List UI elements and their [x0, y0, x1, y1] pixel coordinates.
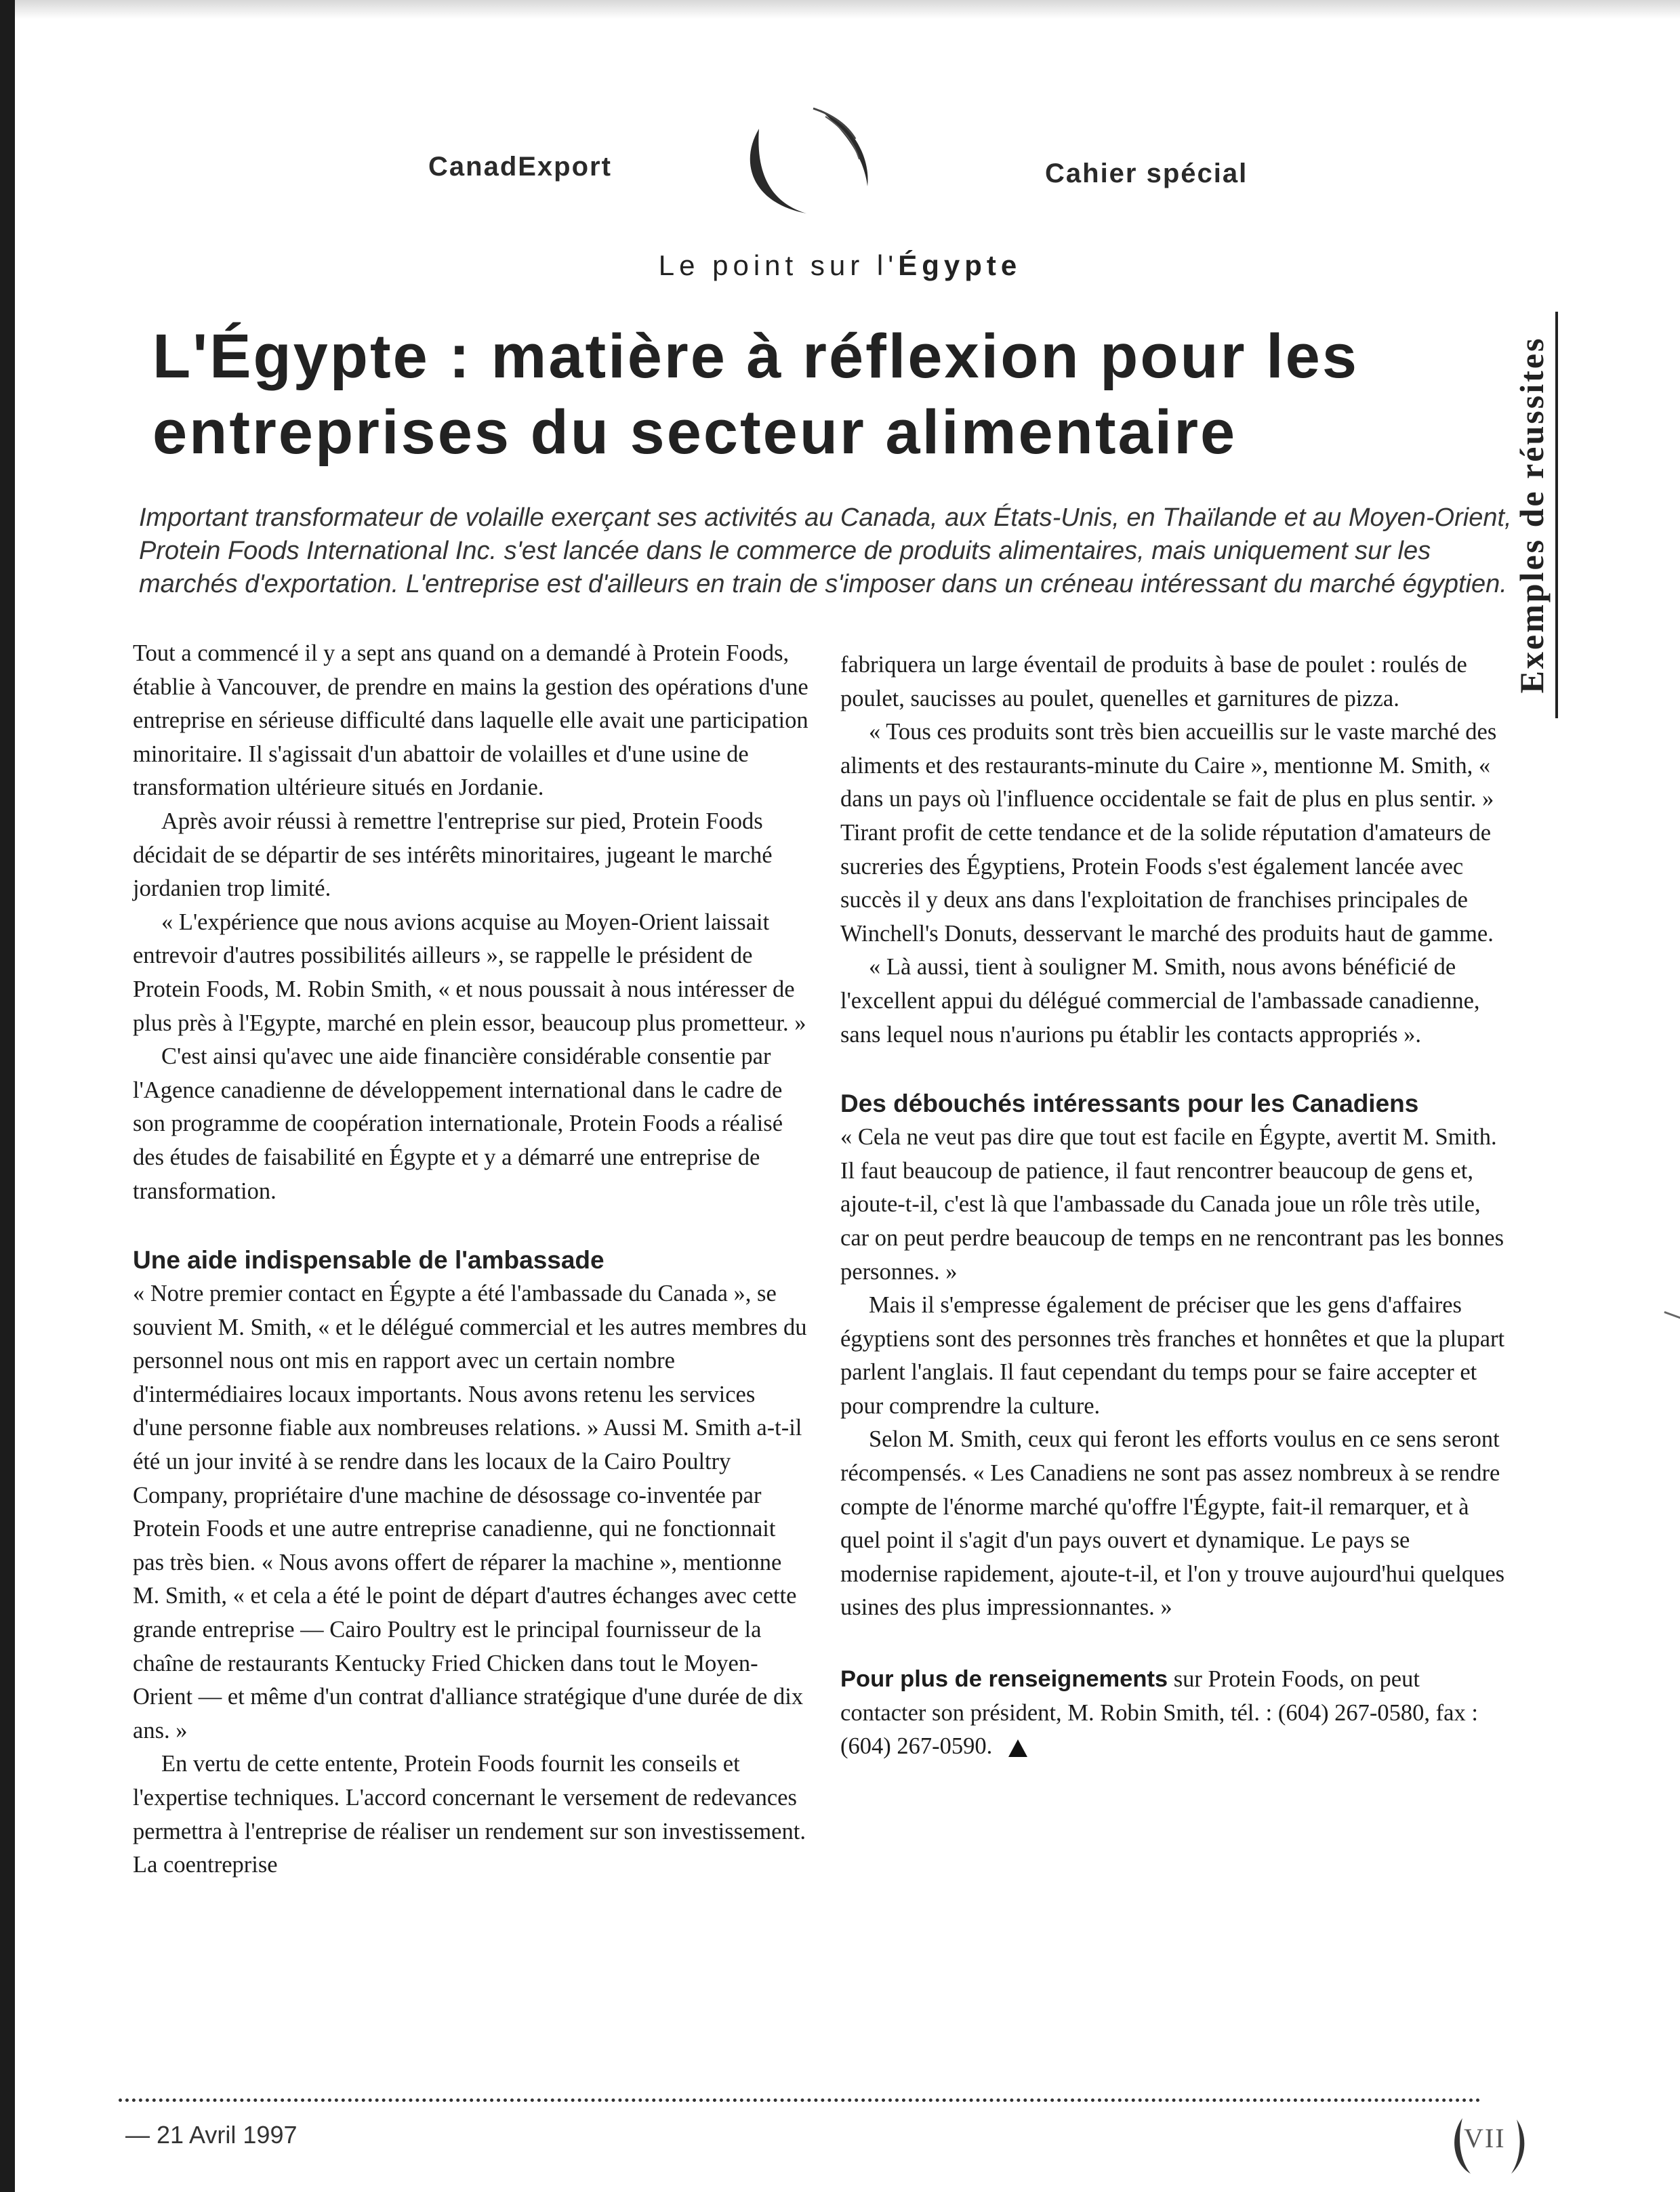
left-subheading: Une aide indispensable de l'ambassade	[133, 1246, 605, 1275]
spacer	[840, 1625, 1508, 1663]
kicker-country: Égypte	[898, 249, 1022, 281]
contact-text: sur Protein Foods, on peut contacter son président, M. Robin Smith, tél. : (604) 267-0580, fax : (604) 267-0590.	[840, 1666, 1478, 1760]
kicker	[0, 249, 1680, 282]
spacer	[133, 1208, 811, 1243]
lead-text: Important transformateur de volaille exerçant ses activités au Canada, aux États-Unis, en Thaïlande et au Moyen-Orient, Protein Foods International Inc. s'est lancée dans le commerce de produits alimentaires, mais uniquement sur les marchés d'exportation. L'entreprise est d'ailleurs en train de s'imposer dans un créneau intéressant du marché égyptien.	[139, 503, 1512, 598]
side-tab-label: Exemples de réussites	[1513, 336, 1551, 694]
section-name: Cahier spécial	[1045, 159, 1248, 188]
left-paragraph: « Notre premier contact en Égypte a été l'ambassade du Canada », se souvient M. Smith, « et le délégué commercial et les autres membres du personnel nous ont mis en rapport avec un certain nombre d'intermédiaires locaux importants. Nous avons retenu les services d'une personne fiable aux nombreuses relations. » Aussi M. Smith a-t-il été un jour invité à se rendre dans les locaux de la Cairo Poultry Company, propriétaire d'une machine de désossage co-inventée par Protein Foods et une autre entreprise canadienne, qui ne fonctionnait pas très bien. « Nous avons offert de réparer la machine », mentionne M. Smith, « et cela a été le point de départ d'autres échanges avec cette grande entreprise — Cairo Poultry est le principal fournisseur de la chaîne de restaurants Kentucky Fried Chicken dans tout le Moyen-Orient — et même d'un contrat d'alliance stratégique d'une durée de dix ans. »	[133, 1281, 807, 1743]
page-number: VII	[1464, 2123, 1506, 2153]
left-paragraph: C'est ainsi qu'avec une aide financière considérable consentie par l'Agence canadienne de développement international dans le cadre de son programme de coopération internationale, Protein Foods a réalisé des études de faisabilité en Égypte et y a démarré une entreprise de transformation.	[133, 1043, 783, 1204]
side-tab	[1508, 312, 1558, 718]
article-title: L'Égypte : matière à réflexion pour les entreprises du secteur alimentaire	[152, 322, 1359, 467]
left-paragraph: « L'expérience que nous avions acquise au Moyen-Orient laissait entrevoir d'autres possibilités ailleurs », se rappelle le président de Protein Foods, M. Robin Smith, « et nous poussait à nous intéresser de plus près à l'Egypte, marché en plein essor, beaucoup plus prometteur. »	[133, 909, 806, 1036]
contact-info	[840, 1663, 1508, 1764]
right-paragraph: « Cela ne veut pas dire que tout est facile en Égypte, avertit M. Smith. Il faut beaucoup de patience, il faut rencontrer beaucoup de gens et, ajoute-t-il, c'est là que l'ambassade du Canada joue un rôle très utile, car on peut perdre beaucoup de temps en ne rencontrant pas les bonnes personnes. »	[840, 1124, 1504, 1285]
right-column	[840, 648, 1508, 1764]
spacer	[840, 1052, 1508, 1087]
right-paragraph: fabriquera un large éventail de produits à base de poulet : roulés de poulet, saucisses au poulet, quenelles et garnitures de pizza.	[840, 652, 1467, 711]
lead-paragraph	[139, 501, 1515, 601]
publication-name: CanadExport	[428, 152, 612, 182]
page-number-badge	[1443, 2106, 1538, 2180]
right-paragraph: « Là aussi, tient à souligner M. Smith, nous avons bénéficié de l'excellent appui du délégué commercial de l'ambassade canadienne, sans lequel nous n'aurions pu établir les contacts appropriés ».	[840, 954, 1480, 1048]
kicker-prefix: Le point sur l'	[658, 249, 899, 281]
right-subheading: Des débouchés intéressants pour les Canadiens	[840, 1090, 1419, 1118]
right-paragraph: « Tous ces produits sont très bien accueillis sur le vaste marché des aliments et des restaurants-minute du Caire », mentionne M. Smith, « dans un pays où l'influence occidentale se fait de plus en plus sentir. » Tirant profit de cette tendance et de la solide réputation d'amateurs de sucreries des Égyptiens, Protein Foods s'est également lancée avec succès il y deux ans dans l'exploitation de franchises principales de Winchell's Donuts, desservant le marché des produits haut de gamme.	[840, 719, 1497, 947]
scan-top-shadow	[15, 0, 1680, 19]
crescent-logo-icon	[732, 102, 895, 237]
scan-mark	[1664, 1311, 1680, 1320]
right-paragraph: Selon M. Smith, ceux qui feront les efforts voulus en ce sens seront récompensés. « Les Canadiens ne sont pas assez nombreux à se rendre compte de l'énorme marché qu'offre l'Égypte, fait-il remarquer, et à quel point il s'agit d'un pays ouvert et dynamique. Le pays se modernise rapidement, ajoute-t-il, et l'on y trouve aujourd'hui quelques usines des plus impressionnantes. »	[840, 1426, 1505, 1621]
right-paragraph: Mais il s'empresse également de préciser que les gens d'affaires égyptiens sont des personnes très franches et honnêtes et que la plupart parlent l'anglais. Il faut cependant du temps pour se faire accepter et pour comprendre la culture.	[840, 1292, 1505, 1419]
contact-bold: Pour plus de renseignements	[840, 1666, 1168, 1693]
end-of-article-triangle-icon	[1008, 1739, 1027, 1757]
scan-binding-edge	[0, 0, 15, 2192]
left-paragraph: En vertu de cette entente, Protein Foods fournit les conseils et l'expertise techniques. L'accord concernant le versement de redevances permettra à l'entreprise de réaliser un rendement sur son investissement. La coentreprise	[133, 1751, 806, 1878]
footer-rule	[119, 2098, 1481, 2102]
left-paragraph: Tout a commencé il y a sept ans quand on a demandé à Protein Foods, établie à Vancouver, de prendre en mains la gestion des opérations d'une entreprise en sérieuse difficulté dans laquelle elle avait une participation minoritaire. Il s'agissait d'un abattoir de volailles et d'une usine de transformation ultérieure situés en Jordanie.	[133, 640, 808, 801]
issue-date: — 21 Avril 1997	[125, 2121, 298, 2149]
left-column	[133, 637, 811, 1882]
left-paragraph: Après avoir réussi à remettre l'entreprise sur pied, Protein Foods décidait de se départir de ses intérêts minoritaires, jugeant le marché jordanien trop limité.	[133, 808, 773, 902]
